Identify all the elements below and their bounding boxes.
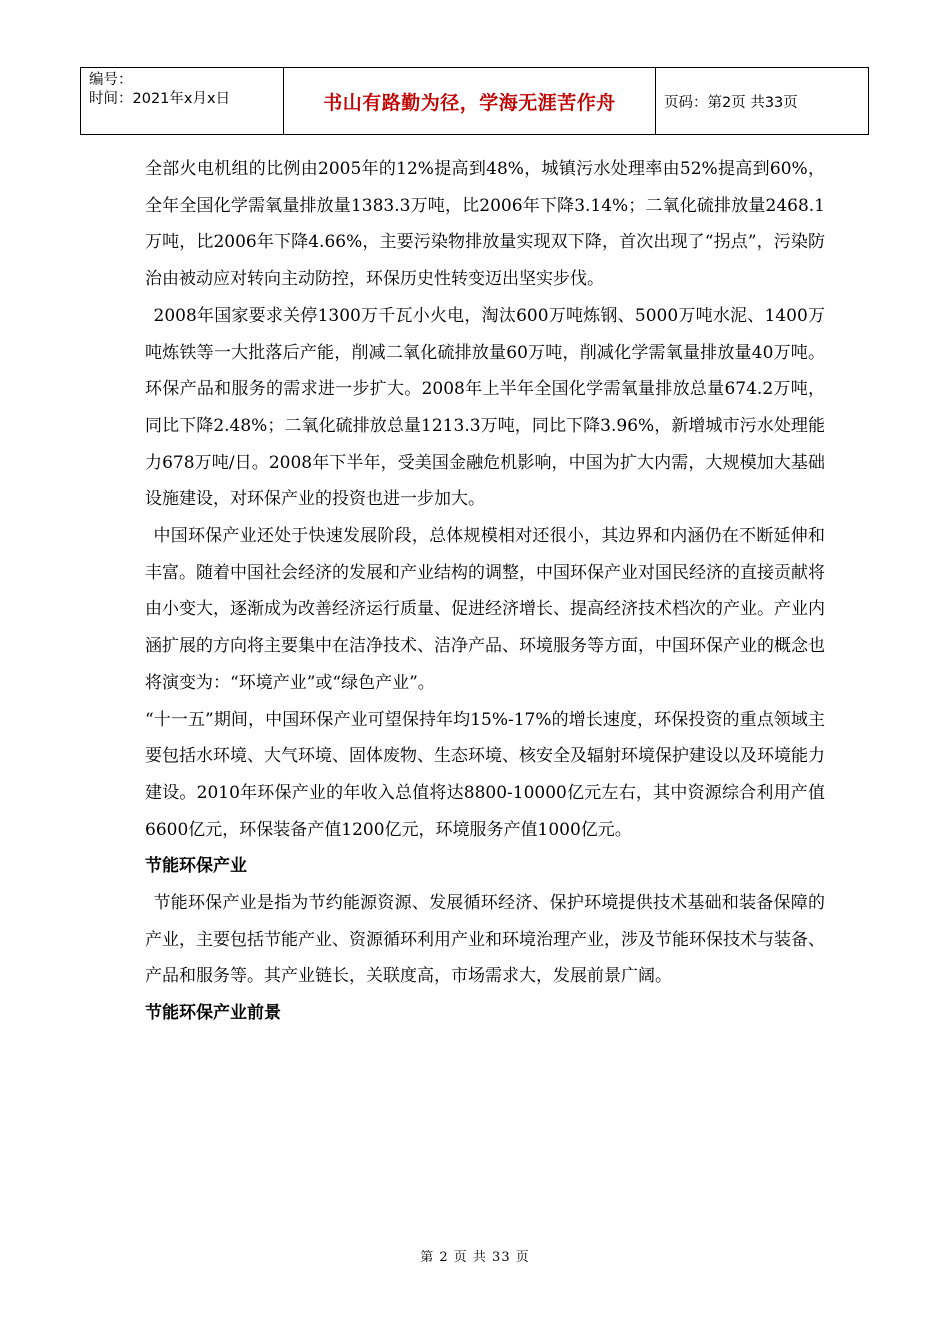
section-heading-prospects: 节能环保产业前景 [145, 1003, 281, 1024]
section-heading-energy-saving: 节能环保产业 [145, 856, 247, 877]
document-number-label: 编号： [89, 72, 133, 88]
paragraph-2: 2008年国家要求关停1300万千瓦小火电，淘汰600万吨炼钢、5000万吨水泥、1400万吨炼铁等一大批落后产能，削减二氧化硫排放量60万吨，削减化学需氧量排放量40万吨。环保产品和服务的需求进一步扩大。2008年上半年全国化学需氧量排放总量674.2万吨，同比下降2.48%；二氧化硫排放总量1213.3万吨，同比下降3.96%，新增城市污水处理能力678万吨/日。2008年下半年，受美国金融危机影响，中国为扩大内需，大规模加大基础设施建设，对环保产业的投资也进一步加大。 [145, 305, 825, 510]
paragraph-1: 全部火电机组的比例由2005年的12%提高到48%，城镇污水处理率由52%提高到60%，全年全国化学需氧量排放量1383.3万吨，比2006年下降3.14%；二氧化硫排放量2468.1万吨，比2006年下降4.66%，主要污染物排放量实现双下降，首次出现了“拐点”，污染防治由被动应对转向主动防控，环保历史性转变迈出坚实步伐。 [145, 159, 825, 290]
paragraph-3: 中国环保产业还处于快速发展阶段，总体规模相对还很小，其边界和内涵仍在不断延伸和丰富。随着中国社会经济的发展和产业结构的调整，中国环保产业对国民经济的直接贡献将由小变大，逐渐成为改善经济运行质量、促进经济增长、提高经济技术档次的产业。产业内涵扩展的方向将主要集中在洁净技术、洁净产品、环境服务等方面，中国环保产业的概念也将演变为：“环境产业”或“绿色产业”。 [145, 526, 825, 693]
paragraph-4: “十一五”期间，中国环保产业可望保持年均15%-17%的增长速度，环保投资的重点领域主要包括水环境、大气环境、固体废物、生态环境、核安全及辐射环境保护建设以及环境能力建设。2010年环保产业的年收入总值将达8800-10000亿元左右，其中资源综合利用产值6600亿元，环保装备产值1200亿元，环境服务产值1000亿元。 [145, 709, 825, 840]
header-page-info: 页码：第2页 共33页 [664, 94, 798, 111]
page-footer: 第 2 页 共 33 页 [420, 1250, 530, 1265]
paragraph-5: 节能环保产业是指为节约能源资源、发展循环经济、保护环境提供技术基础和装备保障的产业，主要包括节能产业、资源循环利用产业和环境治理产业，涉及节能环保技术与装备、产品和服务等。其产业链长，关联度高，市场需求大，发展前景广阔。 [145, 893, 825, 987]
header-motto: 书山有路勤为径，学海无涯苦作舟 [284, 68, 656, 134]
header-table [80, 67, 869, 135]
document-date-label: 时间：2021年x月x日 [89, 91, 231, 107]
document-body [145, 151, 825, 1032]
header-meta [81, 68, 284, 134]
